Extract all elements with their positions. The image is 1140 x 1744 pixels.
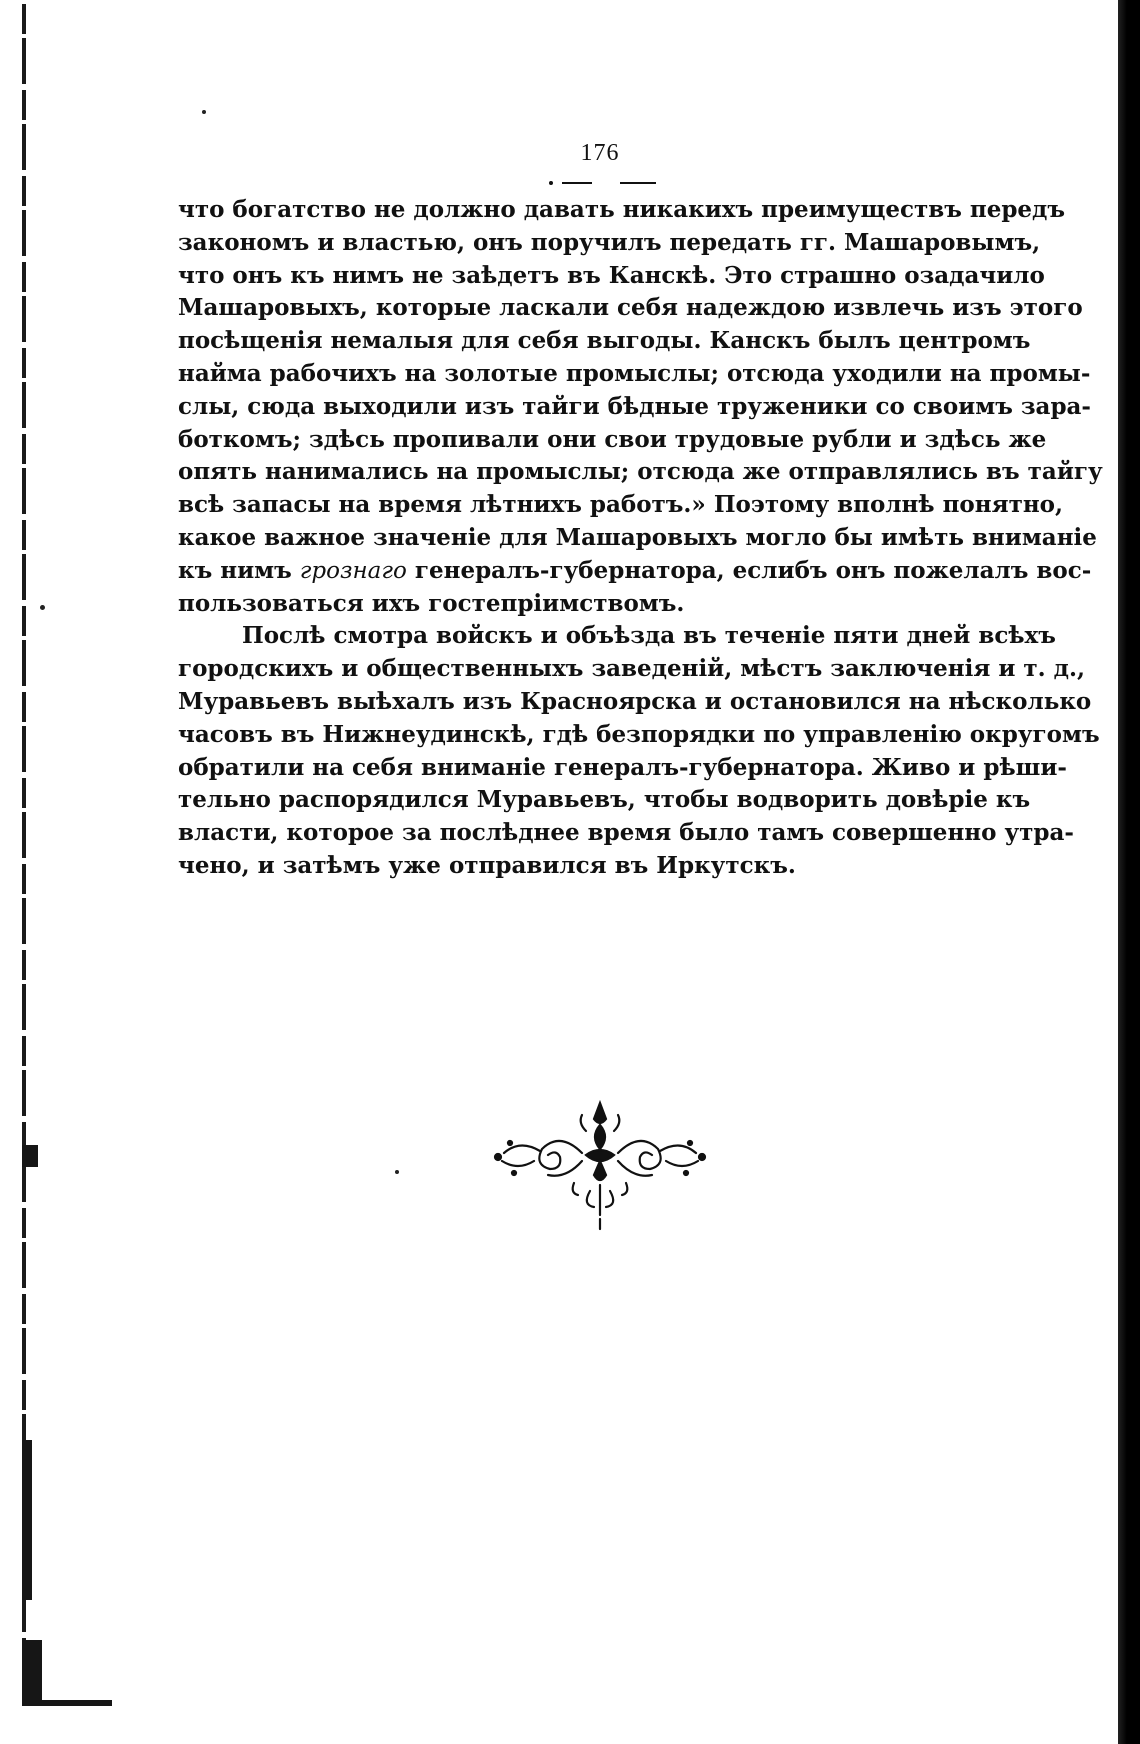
scan-blot <box>22 1440 32 1600</box>
page-number-container <box>540 140 660 167</box>
text-line: пользоваться ихъ гостепріимствомъ. <box>178 589 685 617</box>
text-line: найма рабочихъ на золотые промыслы; отсюда уходили на промы- <box>178 359 1091 387</box>
text-line: городскихъ и общественныхъ заведеній, мѣстъ заключенія и т. д., <box>178 655 1086 683</box>
text-line: слы, сюда выходили изъ тайги бѣдные труженики со своимъ зара- <box>178 392 1091 420</box>
text-line: обратили на себя вниманіе генералъ-губернатора. Живо и рѣши- <box>178 753 1067 781</box>
text-line: всѣ запасы на время лѣтнихъ работъ.» Поэтому вполнѣ понятно, <box>178 491 1064 519</box>
text-line: посѣщенія немалыя для себя выгоды. Канскъ былъ центромъ <box>178 327 1031 355</box>
italic-word: грознаго <box>299 557 407 584</box>
text-line: что онъ къ нимъ не заѣдетъ въ Канскѣ. Это страшно озадачило <box>178 261 1045 289</box>
ornament-icon <box>490 1095 710 1235</box>
scan-speck <box>395 1170 399 1174</box>
text-line: опять нанимались на промыслы; отсюда же отправлялись въ тайгу <box>178 458 1103 486</box>
scan-speck <box>202 110 206 114</box>
text-line: Послѣ смотра войскъ и объѣзда въ теченіе пяти дней всѣхъ <box>242 622 1056 650</box>
header-rule-left <box>562 182 592 184</box>
scan-blot <box>22 1145 38 1167</box>
text-line: что богатство не должно давать никакихъ преимуществъ передъ <box>178 196 1066 223</box>
text-line: часовъ въ Нижнеудинскѣ, гдѣ безпорядки по управленію округомъ <box>178 720 1100 748</box>
page-number: 176 <box>580 140 620 166</box>
text-line: боткомъ; здѣсь пропивали они свои трудовые рубли и здѣсь же <box>178 425 1047 453</box>
text-fragment: генералъ-губернатора, еслибъ онъ пожелалъ вос- <box>406 556 1092 584</box>
text-line: власти, которое за послѣднее время было тамъ совершенно утра- <box>178 819 1074 847</box>
scan-blot <box>22 1700 112 1706</box>
header-dot <box>549 181 553 185</box>
body-text <box>178 194 1103 883</box>
scan-speck <box>40 605 45 610</box>
text-line: какое важное значеніе для Машаровыхъ могло бы имѣть вниманіе <box>178 523 1097 551</box>
text-line: тельно распорядился Муравьевъ, чтобы водворить довѣріе къ <box>178 786 1031 814</box>
text-line: закономъ и властью, онъ поручилъ передать гг. Машаровымъ, <box>178 228 1041 256</box>
text-line: чено, и затѣмъ уже отправился въ Иркутскъ. <box>178 851 796 879</box>
text-line <box>178 555 1092 588</box>
header-rule-right <box>620 182 656 184</box>
text-line: Машаровыхъ, которые ласкали себя надеждою извлечь изъ этого <box>178 294 1083 322</box>
scan-blot <box>22 1640 42 1700</box>
text-line: Муравьевъ выѣхалъ изъ Красноярска и остановился на нѣсколько <box>178 687 1092 715</box>
text-fragment: къ нимъ <box>178 556 300 584</box>
scan-edge-right <box>1118 0 1140 1744</box>
